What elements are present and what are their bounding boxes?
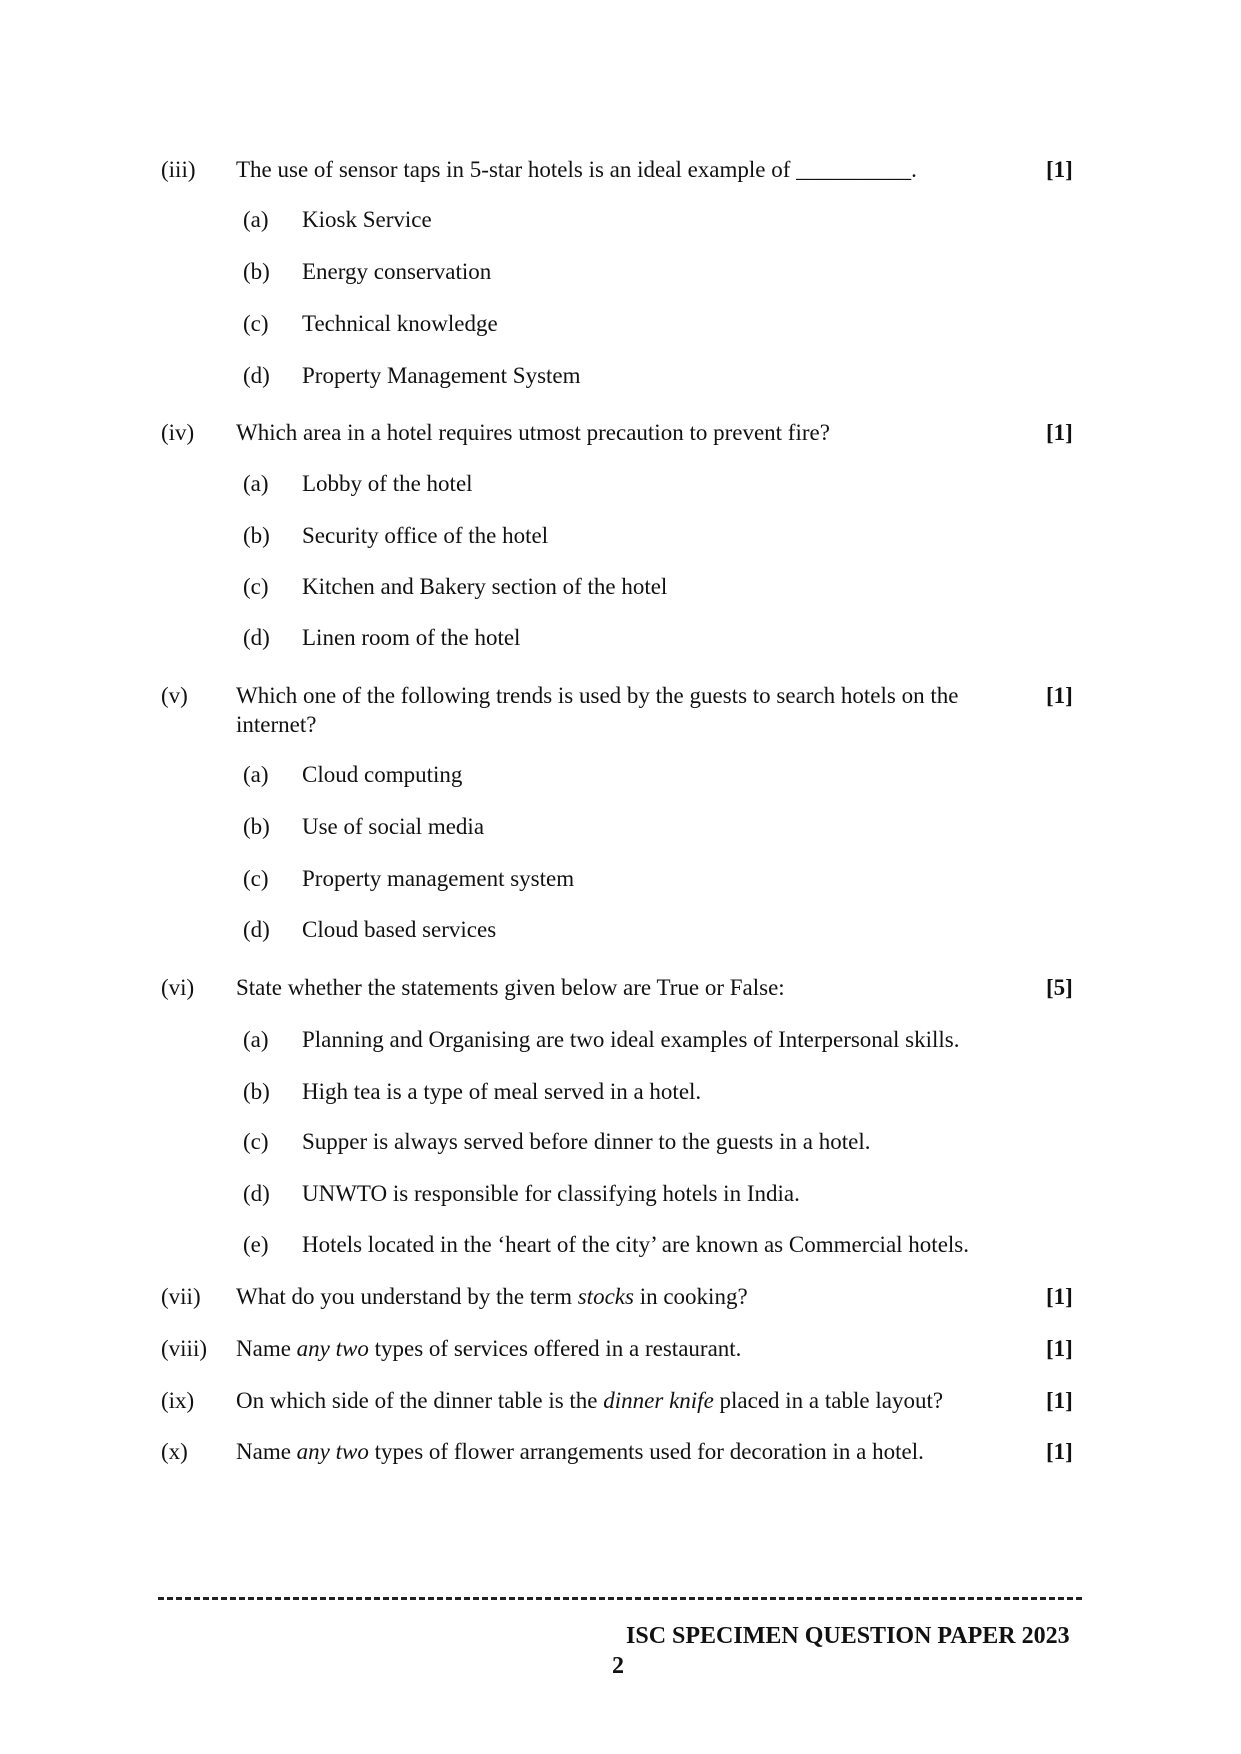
option-text: Property Management System [302, 363, 581, 388]
option [0, 361, 1241, 391]
option-letter: (c) [243, 866, 269, 891]
statement [0, 1179, 1241, 1209]
question-marks: [1] [1046, 683, 1073, 708]
option-letter: (c) [243, 574, 269, 599]
statement [0, 1025, 1241, 1055]
option-letter: (d) [243, 917, 270, 942]
option-text: Lobby of the hotel [302, 471, 473, 496]
question-stem: The use of sensor taps in 5-star hotels is an ideal example of __________. [236, 157, 917, 182]
question-stem: Which one of the following trends is used by the guests to search hotels on the internet? [236, 683, 959, 737]
option [0, 257, 1241, 287]
option [0, 760, 1241, 790]
stem-text: Name [236, 1336, 297, 1361]
statement-letter: (d) [243, 1181, 270, 1206]
option-text: Cloud based services [302, 917, 497, 942]
statement-text: Supper is always served before dinner to the guests in a hotel. [302, 1129, 871, 1154]
question-number: (x) [161, 1439, 188, 1464]
statement [0, 1230, 1241, 1260]
option-text: Property management system [302, 866, 575, 891]
question-number: (v) [161, 683, 188, 708]
footer-title: ISC SPECIMEN QUESTION PAPER 2023 [626, 1623, 1070, 1649]
option-letter: (a) [243, 471, 269, 496]
statement-text: High tea is a type of meal served in a hotel. [302, 1079, 702, 1104]
statement-letter: (c) [243, 1129, 269, 1154]
stem-text: types of services offered in a restaurant. [368, 1336, 742, 1361]
stem-text: placed in a table layout? [713, 1388, 944, 1413]
question-stem [236, 1334, 1016, 1363]
statement-text: UNWTO is responsible for classifying hotels in India. [302, 1181, 800, 1206]
stem-text: On which side of the dinner table is the [236, 1388, 604, 1413]
statement-text: Hotels located in the ‘heart of the city’ are known as Commercial hotels. [302, 1232, 969, 1257]
footer-dashed-divider [158, 1597, 1082, 1600]
question-number: (iv) [161, 420, 195, 445]
question-marks: [1] [1046, 1439, 1073, 1464]
stem-emphasis: stocks [577, 1284, 634, 1309]
question-number: (ix) [161, 1388, 195, 1413]
question-stem: State whether the statements given below are True or False: [236, 975, 785, 1000]
question-marks: [1] [1046, 157, 1073, 182]
question-number: (vii) [161, 1284, 201, 1309]
option-letter: (b) [243, 814, 270, 839]
question-marks: [1] [1046, 420, 1073, 445]
question-marks: [1] [1046, 1284, 1073, 1309]
option [0, 309, 1241, 339]
option [0, 521, 1241, 551]
question-stem [236, 1282, 1016, 1311]
option [0, 812, 1241, 842]
stem-text: types of flower arrangements used for decoration in a hotel. [368, 1439, 924, 1464]
statement-letter: (a) [243, 1027, 269, 1052]
question-number: (iii) [161, 157, 196, 182]
stem-text: Name [236, 1439, 297, 1464]
option [0, 915, 1241, 945]
question-stem [236, 1386, 1016, 1415]
question-stem [236, 1437, 1016, 1466]
option-text: Kitchen and Bakery section of the hotel [302, 574, 668, 599]
statement-letter: (b) [243, 1079, 270, 1104]
option-letter: (a) [243, 207, 269, 232]
stem-emphasis: any two [296, 1336, 369, 1361]
option-text: Use of social media [302, 814, 485, 839]
stem-emphasis: any two [296, 1439, 369, 1464]
question-number: (viii) [161, 1336, 207, 1361]
question-marks: [1] [1046, 1336, 1073, 1361]
question-marks: [1] [1046, 1388, 1073, 1413]
option-text: Energy conservation [302, 259, 492, 284]
option-text: Technical knowledge [302, 311, 498, 336]
stem-text: What do you understand by the term [236, 1284, 578, 1309]
statement [0, 1127, 1241, 1157]
statement [0, 1077, 1241, 1107]
option [0, 205, 1241, 235]
option [0, 469, 1241, 499]
option-text: Security office of the hotel [302, 523, 549, 548]
option-letter: (a) [243, 762, 269, 787]
question-number: (vi) [161, 975, 195, 1000]
option [0, 623, 1241, 653]
option-text: Linen room of the hotel [302, 625, 521, 650]
option-letter: (b) [243, 259, 270, 284]
question-marks: [5] [1046, 975, 1073, 1000]
question-stem: Which area in a hotel requires utmost precaution to prevent fire? [236, 420, 830, 445]
page-number: 2 [612, 1653, 624, 1679]
statement-letter: (e) [243, 1232, 269, 1257]
option-letter: (b) [243, 523, 270, 548]
stem-emphasis: dinner knife [603, 1388, 714, 1413]
option-text: Cloud computing [302, 762, 463, 787]
option [0, 572, 1241, 602]
option-letter: (d) [243, 363, 270, 388]
stem-text: in cooking? [633, 1284, 748, 1309]
option [0, 864, 1241, 894]
statement-text: Planning and Organising are two ideal examples of Interpersonal skills. [302, 1027, 960, 1052]
option-letter: (c) [243, 311, 269, 336]
option-letter: (d) [243, 625, 270, 650]
option-text: Kiosk Service [302, 207, 432, 232]
